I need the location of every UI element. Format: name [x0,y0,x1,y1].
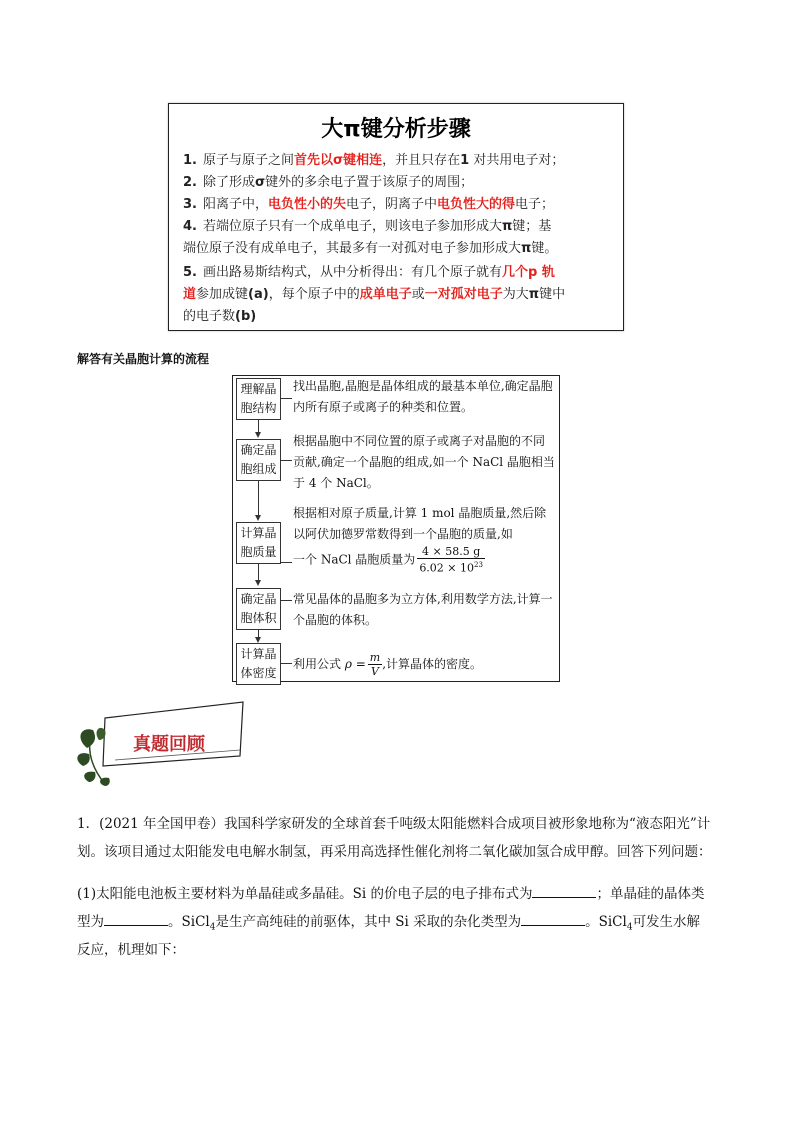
down-arrow-icon [255,580,261,586]
flow-step-box: 确定晶 胞体积 [236,588,281,630]
flow-step-box: 计算晶 体密度 [236,643,281,685]
answer-blank[interactable] [532,883,596,898]
flow-step-desc: 常见晶体的晶胞多为立方体,利用数学方法,计算一个晶胞的体积。 [293,592,553,627]
pi-step-5: 5. 画出路易斯结构式，从中分析得出：有几个原子就有几个p 轨 道参加成键(a)，每个原子中的成单电子或一对孤对电子为大π键中 的电子数(b) [183,265,566,324]
flow-step-desc: 根据晶胞中不同位置的原子或离子对晶胞的不同贡献,确定一个晶胞的组成,如一个 NaCl 晶胞相当于 4 个 NaCl。 [293,434,555,490]
section-banner [75,700,250,790]
mass-fraction: $\frac{4 \times 58.5 g}{6.02 \times 10^{23}}$ [419,545,483,575]
flow-arrow-line [258,480,259,516]
flow-step-box: 计算晶 胞质量 [236,522,281,564]
flow-connector [281,460,292,461]
down-arrow-icon [255,515,261,521]
flow-step-desc: 利用公式 ρ = $\frac{m}{V}$ ,计算晶体的密度。 [293,651,483,678]
flow-connector [281,398,292,399]
pi-step-3: 3. 阳离子中，电负性小的失电子，阴离子中电负性大的得电子； [183,197,555,212]
flow-arrow-line [258,563,259,581]
pi-bond-steps-box [168,103,624,331]
flow-step-desc: 找出晶胞,晶胞是晶体组成的最基本单位,确定晶胞内所有原子或离子的种类和位置。 [293,379,553,414]
question-line: (1)太阳能电池板主要材料为单晶硅或多晶硅。Si 的价电子层的电子排布式为 ；单晶硅的晶体类 [77,883,737,905]
question-line: 1．(2021 年全国甲卷）我国科学家研发的全球首套千吨级太阳能燃料合成项目被形象地称为“液态阳光”计 [77,816,711,832]
down-arrow-icon [255,432,261,438]
answer-blank[interactable] [521,911,585,926]
flow-connector [281,663,292,664]
banner-title: 真题回顾 [133,734,205,755]
flow-connector [281,600,292,601]
question-line: 型为 。SiCl$_4$是生产高纯硅的前驱体，其中 Si 采取的杂化类型为 。SiCl$_4$可发生水解 [77,911,737,939]
flow-step-box: 理解晶 胞结构 [236,378,281,420]
density-fraction: $\frac{m}{V}$ [369,651,381,678]
flow-step-box: 确定晶 胞组成 [236,439,281,481]
question-line: 反应，机理如下： [77,942,185,958]
pi-step-4: 4. 若端位原子只有一个成单电子，则该电子参加形成大π键；基 端位原子没有成单电子，其最多有一对孤对电子参加形成大π键。 [183,219,558,256]
flow-connector [281,562,292,563]
flow-step-desc: 根据相对原子质量,计算 1 mol 晶胞质量,然后除以阿伏加德罗常数得到一个晶胞的质量,如 一个 NaCl 晶胞质量为 $\frac{4 \times 58.5 g}{6.02 \times 10^{23}}$ [293,506,547,575]
question-line: 划。该项目通过太阳能发电电解水制氢，再采用高选择性催化剂将二氧化碳加氢合成甲醇。回答下列问题： [77,844,712,860]
flow-heading: 解答有关晶胞计算的流程 [77,352,210,366]
pi-step-1: 1. 原子与原子之间首先以σ键相连，并且只存在1 对共用电子对； [183,153,565,168]
unit-cell-flowchart [232,375,560,682]
pi-box-title: 大π键分析步骤 [321,117,471,142]
pi-step-2: 2. 除了形成σ键外的多余电子置于该原子的周围； [183,175,474,190]
flow-arrow-line [258,419,259,433]
answer-blank[interactable] [104,911,168,926]
